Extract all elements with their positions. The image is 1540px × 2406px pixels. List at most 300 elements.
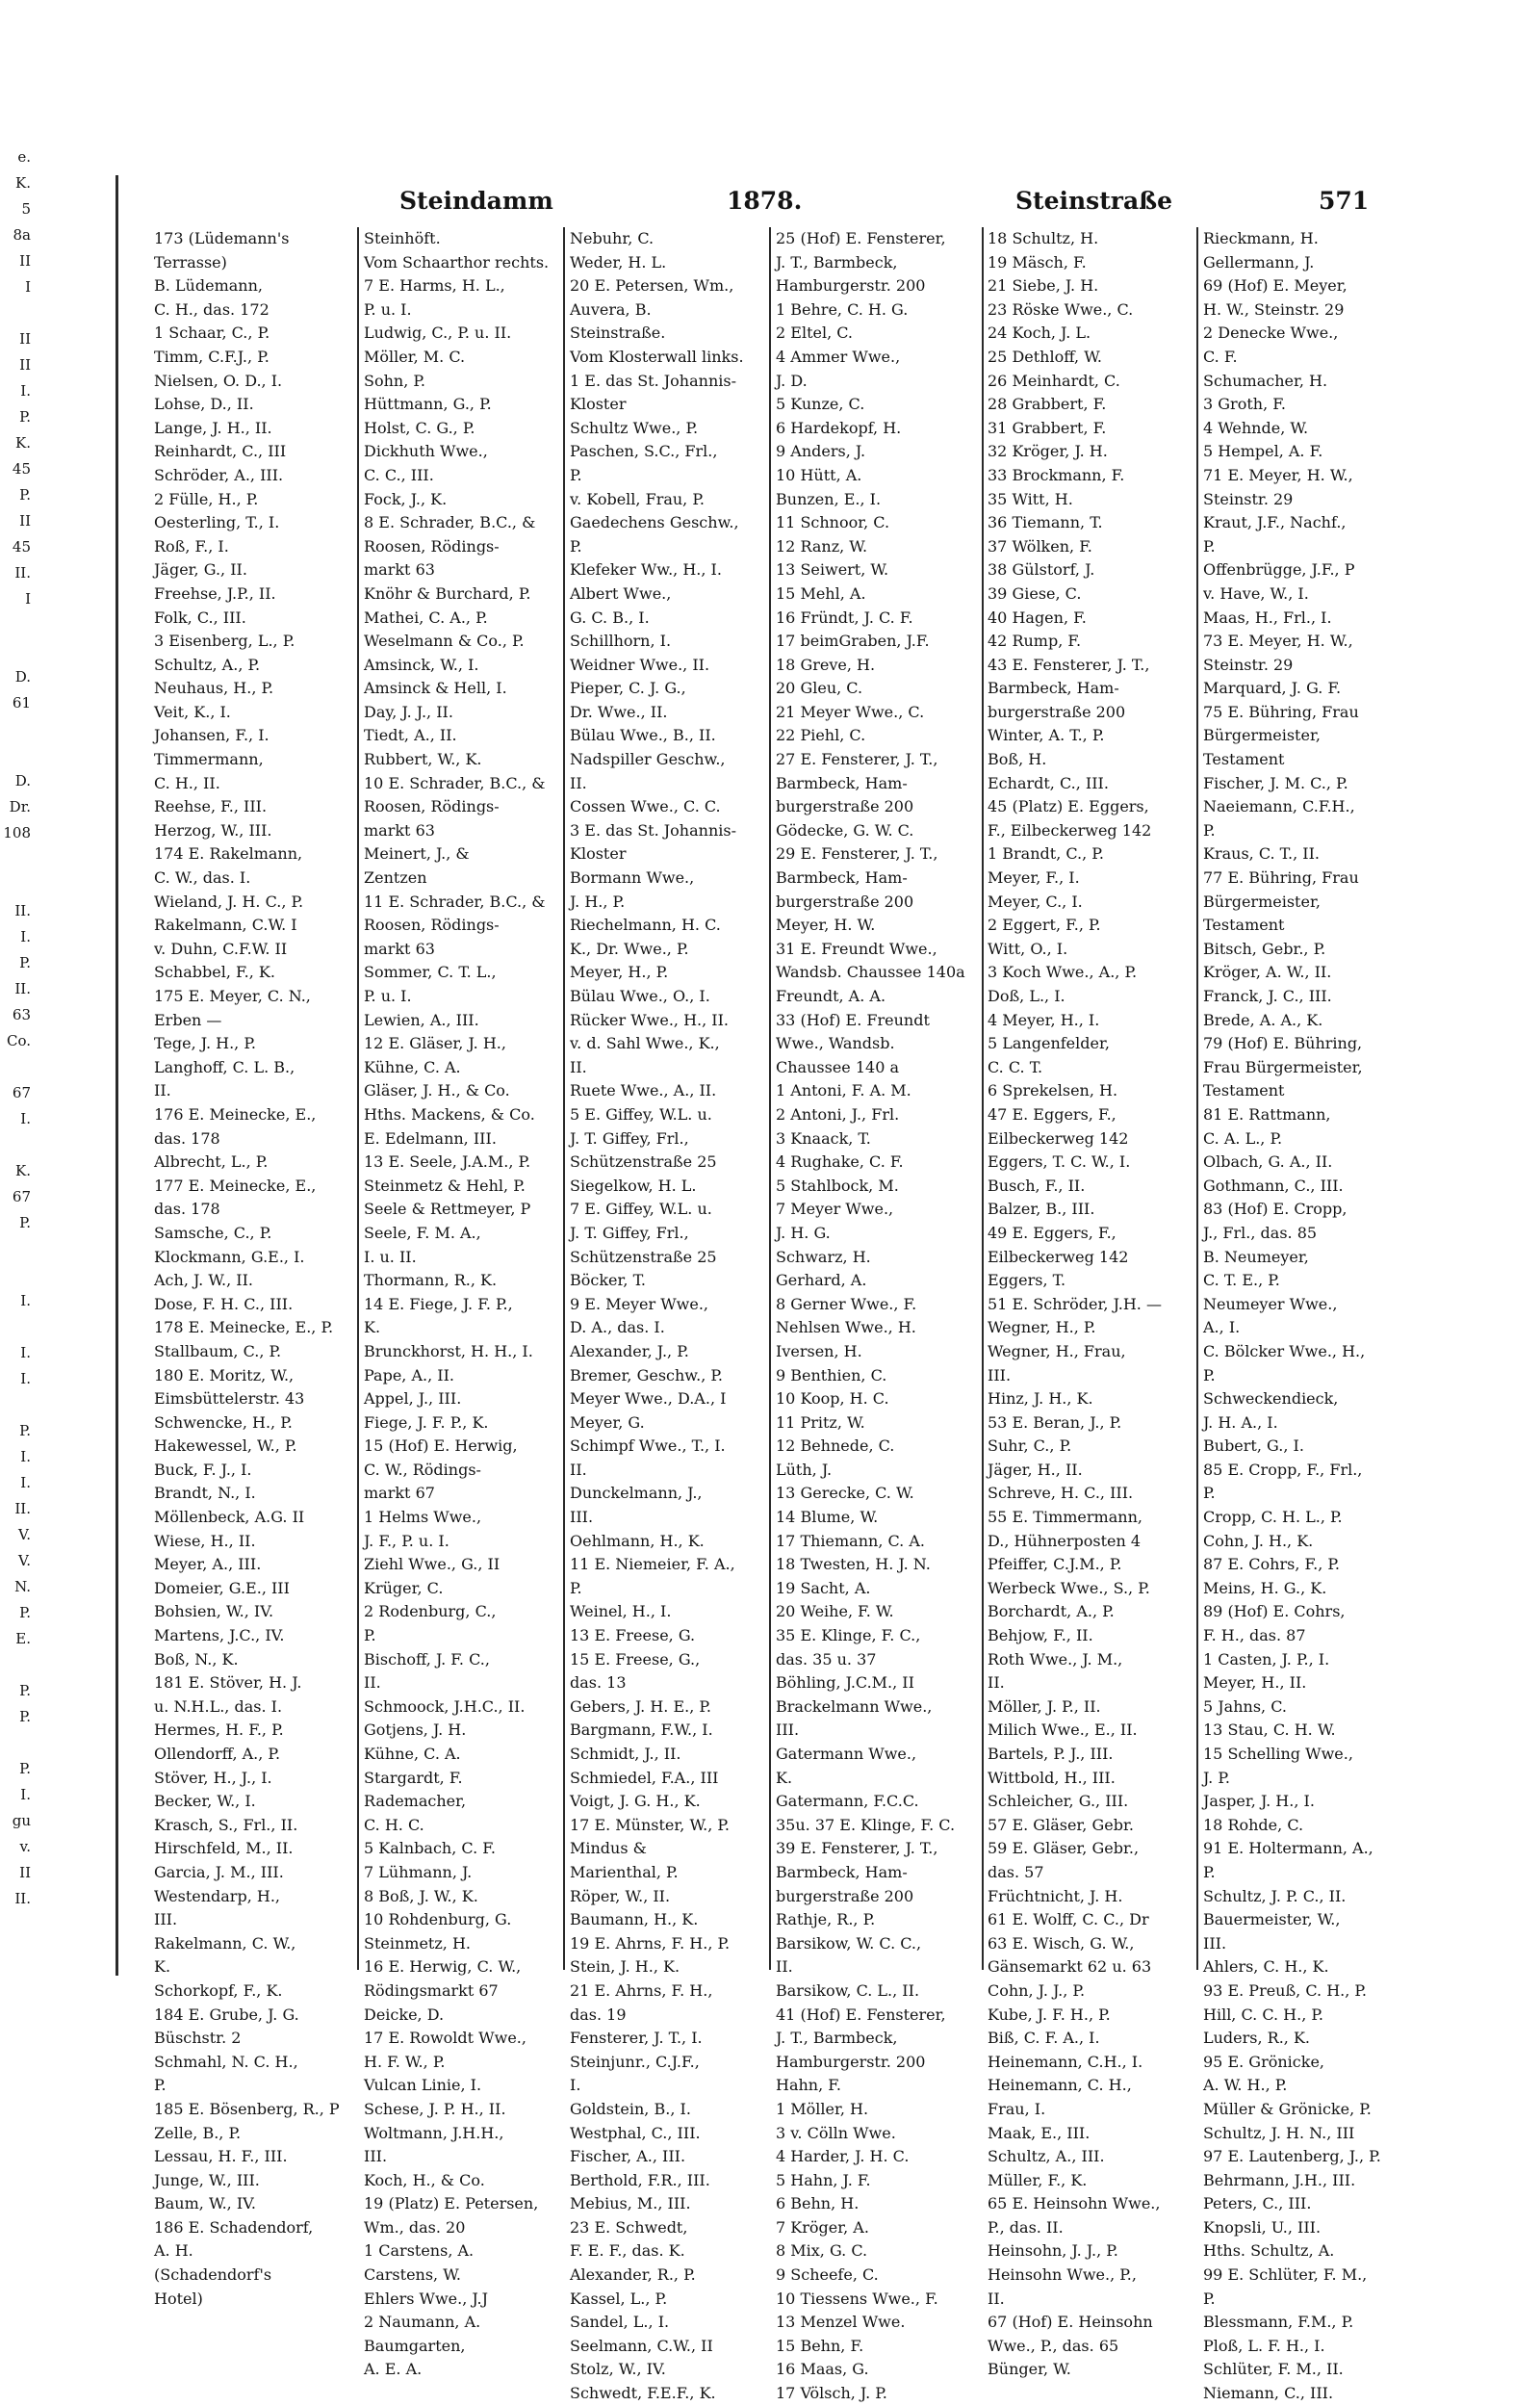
directory-entry-line: 31 E. Freundt Wwe., bbox=[776, 939, 937, 958]
directory-entry-line: Schleicher, G., III. bbox=[988, 1792, 1129, 1811]
directory-entry-line: 17 Völsch, J. P. bbox=[776, 2384, 887, 2403]
directory-entry-line: Westendarp, H., bbox=[154, 1886, 280, 1905]
directory-entry-line: K., Dr. Wwe., P. bbox=[570, 939, 689, 958]
directory-entry-line: burgerstraße 200 bbox=[988, 702, 1126, 721]
directory-entry-line: Borchardt, A., P. bbox=[988, 1602, 1115, 1621]
directory-entry-line: v. Kobell, Frau, P. bbox=[570, 489, 705, 508]
directory-entry-line: 11 E. Schrader, B.C., & bbox=[364, 892, 546, 911]
directory-entry-line: Holst, C. G., P. bbox=[364, 418, 475, 437]
directory-entry-line: Pape, A., II. bbox=[364, 1365, 455, 1384]
directory-entry-line: Früchtnicht, J. H. bbox=[988, 1886, 1123, 1905]
directory-entry-line: 19 (Platz) E. Petersen, bbox=[364, 2194, 539, 2213]
directory-entry-line: Roosen, Rödings- bbox=[364, 916, 500, 935]
directory-entry-line: 14 E. Fiege, J. F. P., bbox=[364, 1294, 513, 1313]
directory-entry-line: 18 Rohde, C. bbox=[1203, 1815, 1304, 1834]
directory-entry-line: Möller, J. P., II. bbox=[988, 1696, 1101, 1716]
directory-entry-line: F. E. F., das. K. bbox=[570, 2241, 685, 2261]
directory-entry-line: Schwencke, H., P. bbox=[154, 1412, 293, 1432]
directory-entry-line: II. bbox=[154, 1081, 171, 1100]
directory-entry-line: 1 Behre, C. H. G. bbox=[776, 299, 909, 319]
directory-entry-line: 7 Meyer Wwe., bbox=[776, 1200, 894, 1219]
directory-entry-line: A. H. bbox=[154, 2241, 193, 2261]
directory-entry-line: 71 E. Meyer, H. W., bbox=[1203, 465, 1353, 484]
directory-entry-line: Böhling, J.C.M., II bbox=[776, 1673, 914, 1693]
directory-entry-line: Lohse, D., II. bbox=[154, 395, 254, 414]
facing-page-fragment: II. bbox=[14, 902, 31, 919]
directory-entry-line: das. 19 bbox=[570, 2005, 627, 2024]
directory-entry-line: Heinsohn, J. J., P. bbox=[988, 2241, 1118, 2261]
directory-entry-line: Fiege, J. F. P., K. bbox=[364, 1412, 489, 1432]
directory-entry-line: Amsinck, W., I. bbox=[364, 655, 479, 674]
directory-entry-line: P. bbox=[570, 536, 582, 556]
directory-entry-line: 12 Behnede, C. bbox=[776, 1436, 895, 1456]
facing-page-fragment bbox=[0, 846, 35, 872]
directory-entry-line: 184 E. Grube, J. G. bbox=[154, 2005, 299, 2024]
directory-entry-line: 5 Stahlbock, M. bbox=[776, 1176, 899, 1195]
directory-entry-line: 174 E. Rakelmann, bbox=[154, 844, 303, 864]
directory-entry-line: III. bbox=[1203, 1933, 1227, 1953]
facing-page-fragment: 67 bbox=[12, 1188, 31, 1205]
directory-entry-line: Garcia, J. M., III. bbox=[154, 1862, 284, 1881]
directory-entry-line: v. d. Sahl Wwe., K., bbox=[570, 1034, 720, 1053]
directory-entry-line: 40 Hagen, F. bbox=[988, 608, 1087, 627]
directory-entry-line: 35 E. Klinge, F. C., bbox=[776, 1626, 921, 1645]
directory-entry-line: Schultz, A., P. bbox=[154, 655, 261, 674]
column-rule bbox=[982, 227, 984, 1970]
directory-entry-line: Bremer, Geschw., P. bbox=[570, 1365, 723, 1384]
binding-edge-line bbox=[116, 175, 118, 1976]
directory-entry-line: 89 (Hof) E. Cohrs, bbox=[1203, 1602, 1346, 1621]
facing-page-fragment: Dr. bbox=[9, 798, 31, 815]
facing-page-fragment: II. bbox=[14, 1890, 31, 1907]
directory-entry-line: Wwe., P., das. 65 bbox=[988, 2336, 1119, 2355]
directory-entry-line: Müller, F., K. bbox=[988, 2170, 1088, 2189]
facing-page-fragment: P. bbox=[19, 1760, 31, 1777]
directory-entry-line: Dickhuth Wwe., bbox=[364, 442, 488, 461]
directory-entry-line: Meyer, F., I. bbox=[988, 868, 1080, 888]
directory-entry-line: 95 E. Grönicke, bbox=[1203, 2052, 1324, 2071]
directory-entry-line: 2 Denecke Wwe., bbox=[1203, 323, 1339, 343]
directory-entry-line: 43 E. Fensterer, J. T., bbox=[988, 655, 1150, 674]
facing-page-fragment bbox=[0, 1392, 35, 1418]
directory-entry-line: 25 Dethloff, W. bbox=[988, 347, 1102, 366]
directory-entry-line: Möllenbeck, A.G. II bbox=[154, 1508, 305, 1527]
directory-entry-line: Wiese, H., II. bbox=[154, 1531, 256, 1550]
facing-page-fragment: P. bbox=[19, 1708, 31, 1725]
directory-entry-line: Mindus & bbox=[570, 1839, 647, 1858]
directory-entry-line: 186 E. Schadendorf, bbox=[154, 2217, 314, 2237]
directory-entry-line: Voigt, J. G. H., K. bbox=[570, 1792, 701, 1811]
facing-page-fragment: I. bbox=[20, 1110, 31, 1127]
directory-entry-line: u. N.H.L., das. I. bbox=[154, 1696, 283, 1716]
facing-page-fragment: P. bbox=[19, 486, 31, 504]
directory-entry-line: 1 Helms Wwe., bbox=[364, 1508, 482, 1527]
facing-page-fragment: I. bbox=[20, 1474, 31, 1491]
directory-entry-line: 18 Greve, H. bbox=[776, 655, 876, 674]
directory-entry-line: 2 Fülle, H., P. bbox=[154, 489, 259, 508]
directory-entry-line: Hill, C. C. H., P. bbox=[1203, 2005, 1323, 2024]
directory-entry-line: 15 (Hof) E. Herwig, bbox=[364, 1436, 518, 1456]
facing-page-fragment: 45 bbox=[12, 460, 31, 478]
directory-entry-line: 6 Hardekopf, H. bbox=[776, 418, 902, 437]
directory-entry-line: 20 E. Petersen, Wm., bbox=[570, 276, 734, 296]
facing-page-fragment bbox=[0, 612, 35, 638]
directory-entry-line: 67 (Hof) E. Heinsohn bbox=[988, 2313, 1153, 2332]
directory-entry-line: 61 E. Wolff, C. C., Dr bbox=[988, 1910, 1149, 1929]
directory-entry-line: Samsche, C., P. bbox=[154, 1223, 272, 1242]
directory-entry-line: P. u. I. bbox=[364, 987, 412, 1005]
directory-entry-line: Terrasse) bbox=[154, 252, 227, 272]
directory-entry-line: 4 Rughake, C. F. bbox=[776, 1152, 904, 1172]
directory-entry-line: v. Have, W., I. bbox=[1203, 583, 1309, 603]
directory-entry-line: 3 Eisenberg, L., P. bbox=[154, 632, 295, 651]
directory-page bbox=[154, 183, 1381, 2403]
directory-entry-line: Mathei, C. A., P. bbox=[364, 608, 488, 627]
directory-entry-line: (Schadendorf's bbox=[154, 2265, 272, 2285]
directory-entry-line: 36 Tiemann, T. bbox=[988, 513, 1103, 532]
directory-entry-line: 10 Koop, H. C. bbox=[776, 1389, 889, 1409]
directory-entry-line: Bormann Wwe., bbox=[570, 868, 695, 888]
directory-entry-line: Müller & Grönicke, P. bbox=[1203, 2099, 1372, 2118]
directory-entry-line: 8 Mix, G. C. bbox=[776, 2241, 868, 2261]
directory-entry-line: Schweckendieck, bbox=[1203, 1389, 1339, 1409]
directory-entry-line: Meyer, H. W. bbox=[776, 916, 876, 935]
facing-page-fragment: I. bbox=[20, 1448, 31, 1465]
directory-entry-line: II. bbox=[364, 1673, 381, 1693]
directory-entry-line: Zelle, B., P. bbox=[154, 2123, 242, 2142]
directory-entry-line: Cossen Wwe., C. C. bbox=[570, 797, 721, 816]
directory-entry-line: 16 Maas, G. bbox=[776, 2360, 869, 2379]
directory-entry-line: I. bbox=[570, 2076, 581, 2095]
running-header bbox=[154, 183, 1370, 221]
directory-entry-line: 25 (Hof) E. Fensterer, bbox=[776, 229, 946, 247]
facing-page-fragment: D. bbox=[14, 772, 31, 789]
directory-entry-line: Meyer Wwe., D.A., I bbox=[570, 1389, 727, 1409]
directory-entry-line: Boß, H. bbox=[988, 750, 1047, 769]
directory-entry-line: 4 Ammer Wwe., bbox=[776, 347, 901, 366]
directory-entry-line: burgerstraße 200 bbox=[776, 1886, 914, 1905]
directory-entry-line: 1 Casten, J. P., I. bbox=[1203, 1649, 1330, 1669]
directory-entry-line: Roosen, Rödings- bbox=[364, 536, 500, 556]
directory-entry-line: Rakelmann, C.W. I bbox=[154, 916, 297, 935]
directory-entry-line: 9 Benthien, C. bbox=[776, 1365, 887, 1384]
directory-entry-line: Bürgermeister, bbox=[1203, 726, 1321, 745]
directory-entry-line: 19 Sacht, A. bbox=[776, 1578, 871, 1597]
directory-entry-line: Wm., das. 20 bbox=[364, 2217, 466, 2237]
directory-entry-line: Nehlsen Wwe., H. bbox=[776, 1318, 916, 1337]
directory-entry-line: Roß, F., I. bbox=[154, 536, 229, 556]
directory-entry-line: 9 E. Meyer Wwe., bbox=[570, 1294, 708, 1313]
directory-entry-line: 81 E. Rattmann, bbox=[1203, 1104, 1331, 1124]
directory-entry-line: K. bbox=[364, 1318, 381, 1337]
directory-entry-line: P. bbox=[1203, 1862, 1216, 1881]
directory-entry-line: Veit, K., I. bbox=[154, 702, 231, 721]
directory-entry-line: Witt, O., I. bbox=[988, 939, 1068, 958]
directory-entry-line: 17 E. Rowoldt Wwe., bbox=[364, 2029, 526, 2048]
facing-page-fragment: K. bbox=[15, 174, 31, 192]
directory-entry-line: Baumann, H., K. bbox=[570, 1910, 699, 1929]
directory-entry-line: 5 Kalnbach, C. F. bbox=[364, 1839, 496, 1858]
column-6 bbox=[1203, 227, 1381, 2403]
directory-entry-line: 87 E. Cohrs, F., P. bbox=[1203, 1555, 1340, 1574]
directory-entry-line: Schützenstraße 25 bbox=[570, 1247, 717, 1266]
directory-entry-line: Meins, H. G., K. bbox=[1203, 1578, 1327, 1597]
directory-entry-line: 13 Gerecke, C. W. bbox=[776, 1484, 914, 1503]
directory-entry-line: Neumeyer Wwe., bbox=[1203, 1294, 1338, 1313]
directory-entry-line: Oesterling, T., I. bbox=[154, 513, 280, 532]
column-3 bbox=[570, 227, 762, 2403]
directory-entry-line: Timmermann, bbox=[154, 750, 264, 769]
directory-entry-line: Hamburgerstr. 200 bbox=[776, 276, 926, 296]
directory-entry-line: 177 E. Meinecke, E., bbox=[154, 1176, 317, 1195]
directory-entry-line: Lessau, H. F., III. bbox=[154, 2147, 288, 2166]
directory-entry-line: Gerhard, A. bbox=[776, 1271, 867, 1290]
directory-entry-line: 47 E. Eggers, F., bbox=[988, 1104, 1116, 1124]
directory-entry-line: Steinmetz, H. bbox=[364, 1933, 471, 1953]
directory-entry-line: 73 E. Meyer, H. W., bbox=[1203, 632, 1353, 651]
directory-entry-line: 19 E. Ahrns, F. H., P. bbox=[570, 1933, 731, 1953]
directory-entry-line: H. F. W., P. bbox=[364, 2052, 446, 2071]
directory-entry-line: Schorkopf, F., K. bbox=[154, 1980, 283, 2000]
directory-entry-line: 13 Seiwert, W. bbox=[776, 560, 889, 580]
directory-entry-line: 63 E. Wisch, G. W., bbox=[988, 1933, 1135, 1953]
directory-entry-line: Paschen, S.C., Frl., bbox=[570, 442, 718, 461]
directory-entry-line: P. bbox=[154, 2076, 167, 2095]
directory-entry-line: 3 Koch Wwe., A., P. bbox=[988, 963, 1138, 982]
directory-entry-line: C. F. bbox=[1203, 347, 1238, 366]
directory-entry-line: Kloster bbox=[570, 844, 627, 864]
directory-entry-line: 49 E. Eggers, F., bbox=[988, 1223, 1116, 1242]
directory-entry-line: 9 Anders, J. bbox=[776, 442, 866, 461]
directory-entry-line: P. bbox=[364, 1626, 376, 1645]
directory-entry-line: Reehse, F., III. bbox=[154, 797, 268, 816]
facing-page-fragment: 63 bbox=[12, 1006, 31, 1023]
directory-entry-line: Wandsb. Chaussee 140a bbox=[776, 963, 965, 982]
facing-page-fragment: I bbox=[25, 278, 31, 296]
directory-entry-line: Roosen, Rödings- bbox=[364, 797, 500, 816]
directory-entry-line: Maas, H., Frl., I. bbox=[1203, 608, 1332, 627]
directory-entry-line: J. H. G. bbox=[776, 1223, 831, 1242]
directory-entry-line: 4 Wehnde, W. bbox=[1203, 418, 1309, 437]
directory-entry-line: Bürgermeister, bbox=[1203, 892, 1321, 911]
directory-entry-line: Albrecht, L., P. bbox=[154, 1152, 269, 1172]
directory-entry-line: 23 Röske Wwe., C. bbox=[988, 299, 1134, 319]
directory-entry-line: 69 (Hof) E. Meyer, bbox=[1203, 276, 1348, 296]
facing-page-fragment: e. bbox=[17, 148, 31, 166]
directory-entry-line: Freundt, A. A. bbox=[776, 987, 886, 1005]
directory-entry-line: burgerstraße 200 bbox=[776, 797, 914, 816]
column-rule bbox=[357, 227, 359, 1970]
directory-entry-line: 1 Möller, H. bbox=[776, 2099, 869, 2118]
directory-entry-line: 11 Schnoor, C. bbox=[776, 513, 890, 532]
directory-entry-line: Hinz, J. H., K. bbox=[988, 1389, 1093, 1409]
directory-entry-line: Ruete Wwe., A., II. bbox=[570, 1081, 717, 1100]
directory-entry-line: Naeiemann, C.F.H., bbox=[1203, 797, 1355, 816]
directory-entry-line: Hamburgerstr. 200 bbox=[776, 2052, 926, 2071]
directory-entry-line: das. 178 bbox=[154, 1128, 220, 1148]
directory-entry-line: Fischer, A., III. bbox=[570, 2147, 686, 2166]
directory-entry-line: Busch, F., II. bbox=[988, 1176, 1086, 1195]
directory-entry-line: Gatermann Wwe., bbox=[776, 1745, 917, 1763]
directory-entry-line: Frau, I. bbox=[988, 2099, 1046, 2118]
directory-entry-line: Amsinck & Hell, I. bbox=[364, 679, 507, 698]
directory-entry-line: Dr. Wwe., II. bbox=[570, 702, 668, 721]
directory-entry-line: Ach, J. W., II. bbox=[154, 1271, 253, 1290]
directory-entry-line: Schimpf Wwe., T., I. bbox=[570, 1436, 726, 1456]
header-street-right: Steinstraße bbox=[1015, 187, 1173, 215]
directory-entry-line: Sommer, C. T. L., bbox=[364, 963, 497, 982]
directory-entry-line: 29 E. Fensterer, J. T., bbox=[776, 844, 938, 864]
directory-entry-line: markt 63 bbox=[364, 939, 435, 958]
directory-entry-line: Kröger, A. W., II. bbox=[1203, 963, 1332, 982]
facing-page-fragment bbox=[0, 1054, 35, 1080]
directory-entry-line: Dose, F. H. C., III. bbox=[154, 1294, 294, 1313]
directory-entry-line: Zentzen bbox=[364, 868, 427, 888]
directory-entry-line: Bohsien, W., IV. bbox=[154, 1602, 274, 1621]
directory-entry-line: Weder, H. L. bbox=[570, 252, 667, 272]
directory-entry-line: II. bbox=[570, 1057, 587, 1076]
directory-entry-line: das. 57 bbox=[988, 1862, 1044, 1881]
directory-entry-line: 53 E. Beran, J., P. bbox=[988, 1412, 1122, 1432]
directory-entry-line: 2 Rodenburg, C., bbox=[364, 1602, 497, 1621]
directory-entry-line: J. H. A., I. bbox=[1203, 1412, 1278, 1432]
directory-entry-line: 5 Jahns, C. bbox=[1203, 1696, 1287, 1716]
directory-entry-line: Alexander, J., P. bbox=[570, 1341, 689, 1360]
directory-entry-line: Woltmann, J.H.H., bbox=[364, 2123, 504, 2142]
directory-entry-line: Büschstr. 2 bbox=[154, 2029, 242, 2048]
facing-page-fragment: gu bbox=[12, 1812, 31, 1829]
directory-entry-line: 19 Mäsch, F. bbox=[988, 252, 1087, 272]
directory-entry-line: P. bbox=[1203, 820, 1216, 840]
directory-entry-line: Hahn, F. bbox=[776, 2076, 841, 2095]
directory-entry-line: 185 E. Bösenberg, R., P bbox=[154, 2099, 340, 2118]
directory-entry-line: Siegelkow, H. L. bbox=[570, 1176, 697, 1195]
directory-entry-line: 173 (Lüdemann's bbox=[154, 229, 290, 247]
directory-entry-line: Bitsch, Gebr., P. bbox=[1203, 939, 1326, 958]
directory-entry-line: Eilbeckerweg 142 bbox=[988, 1247, 1129, 1266]
directory-entry-line: Nebuhr, C. bbox=[570, 229, 654, 247]
facing-page-fragment: P. bbox=[19, 1604, 31, 1621]
directory-entry-line: 39 E. Fensterer, J. T., bbox=[776, 1839, 938, 1858]
directory-entry-line: Hermes, H. F., P. bbox=[154, 1720, 284, 1740]
directory-entry-line: Eilbeckerweg 142 bbox=[988, 1128, 1129, 1148]
directory-entry-line: Vulcan Linie, I. bbox=[364, 2076, 482, 2095]
directory-entry-line: Echardt, C., III. bbox=[988, 773, 1109, 792]
directory-entry-line: 17 Thiemann, C. A. bbox=[776, 1531, 925, 1550]
directory-entry-line: Alexander, R., P. bbox=[570, 2265, 696, 2285]
directory-entry-line: Nadspiller Geschw., bbox=[570, 750, 726, 769]
directory-entry-line: C. H., das. 172 bbox=[154, 299, 270, 319]
facing-page-fragment: K. bbox=[15, 1162, 31, 1179]
column-2 bbox=[364, 227, 558, 2379]
directory-entry-line: 27 E. Fensterer, J. T., bbox=[776, 750, 938, 769]
directory-entry-line: P. bbox=[1203, 536, 1216, 556]
directory-entry-line: Stargardt, F. bbox=[364, 1768, 463, 1787]
directory-entry-line: 10 Hütt, A. bbox=[776, 465, 862, 484]
directory-entry-line: Oehlmann, H., K. bbox=[570, 1531, 705, 1550]
directory-entry-line: Gothmann, C., III. bbox=[1203, 1176, 1344, 1195]
directory-entry-line: Jäger, G., II. bbox=[154, 560, 247, 580]
directory-entry-line: C. T. E., P. bbox=[1203, 1271, 1280, 1290]
directory-entry-line: 97 E. Lautenberg, J., P. bbox=[1203, 2147, 1381, 2166]
directory-entry-line: Barsikow, C. L., II. bbox=[776, 1980, 920, 2000]
directory-entry-line: Eggers, T. C. W., I. bbox=[988, 1152, 1131, 1172]
directory-entry-line: Wegner, H., P. bbox=[988, 1318, 1096, 1337]
directory-entry-line: Lüth, J. bbox=[776, 1460, 833, 1479]
facing-page-fragment: I. bbox=[20, 1292, 31, 1309]
directory-entry-line: Seele, F. M. A., bbox=[364, 1223, 481, 1242]
directory-entry-line: Wieland, J. H. C., P. bbox=[154, 892, 304, 911]
directory-entry-line: J. F., P. u. I. bbox=[364, 1531, 449, 1550]
facing-page-fragment: P. bbox=[19, 1214, 31, 1231]
directory-entry-line: 33 Brockmann, F. bbox=[988, 465, 1125, 484]
directory-entry-line: Krüger, C. bbox=[364, 1578, 444, 1597]
directory-entry-line: 5 Langenfelder, bbox=[988, 1034, 1110, 1053]
directory-entry-line: Meyer, H., II. bbox=[1203, 1673, 1307, 1693]
directory-entry-line: 13 Stau, C. H. W. bbox=[1203, 1720, 1336, 1740]
directory-entry-line: 22 Piehl, C. bbox=[776, 726, 866, 745]
facing-page-fragment bbox=[0, 1652, 35, 1678]
directory-entry-line: 5 Hempel, A. F. bbox=[1203, 442, 1323, 461]
directory-entry-line: C. C. T. bbox=[988, 1057, 1043, 1076]
directory-entry-line: 1 Schaar, C., P. bbox=[154, 323, 270, 343]
directory-entry-line: C. W., das. I. bbox=[154, 868, 251, 888]
directory-entry-line: Appel, J., III. bbox=[364, 1389, 462, 1409]
directory-entry-line: Gänsemarkt 62 u. 63 bbox=[988, 1957, 1152, 1977]
directory-entry-line: Ollendorff, A., P. bbox=[154, 1745, 281, 1763]
facing-page-fragment bbox=[0, 1236, 35, 1262]
directory-entry-line: 13 E. Freese, G. bbox=[570, 1626, 696, 1645]
facing-page-fragment: P. bbox=[19, 1422, 31, 1439]
facing-page-fragment bbox=[0, 1314, 35, 1340]
directory-entry-line: Freehse, J.P., II. bbox=[154, 583, 276, 603]
directory-entry-line: 176 E. Meinecke, E., bbox=[154, 1104, 317, 1124]
directory-entry-line: Meyer, C., I. bbox=[988, 892, 1083, 911]
directory-entry-line: 6 Sprekelsen, H. bbox=[988, 1081, 1118, 1100]
directory-entry-line: Gebers, J. H. E., P. bbox=[570, 1696, 712, 1716]
directory-entry-line: Sohn, P. bbox=[364, 371, 425, 390]
directory-entry-line: Albert Wwe., bbox=[570, 583, 672, 603]
header-street-left: Steindamm bbox=[399, 187, 553, 215]
directory-entry-line: Rademacher, bbox=[364, 1792, 467, 1811]
directory-entry-line: Fischer, J. M. C., P. bbox=[1203, 773, 1348, 792]
directory-entry-line: Wegner, H., Frau, bbox=[988, 1341, 1126, 1360]
directory-entry-line: Fock, J., K. bbox=[364, 489, 448, 508]
directory-entry-line: Ahlers, C. H., K. bbox=[1203, 1957, 1329, 1977]
directory-entry-line: 4 Meyer, H., I. bbox=[988, 1010, 1100, 1029]
facing-page-fragment: V. bbox=[18, 1552, 31, 1569]
directory-entry-line: Erben — bbox=[154, 1010, 222, 1029]
directory-entry-line: 14 Blume, W. bbox=[776, 1508, 879, 1527]
directory-entry-line: Timm, C.F.J., P. bbox=[154, 347, 270, 366]
directory-entry-line: Hakewessel, W., P. bbox=[154, 1436, 297, 1456]
header-year: 1878. bbox=[727, 187, 803, 215]
column-rule bbox=[1196, 227, 1198, 1970]
directory-entry-line: Mebius, M., III. bbox=[570, 2194, 691, 2213]
directory-entry-line: 8 E. Schrader, B.C., & bbox=[364, 513, 536, 532]
directory-entry-line: 85 E. Cropp, F., Frl., bbox=[1203, 1460, 1363, 1479]
directory-entry-line: Knöhr & Burchard, P. bbox=[364, 583, 531, 603]
directory-entry-line: Schmahl, N. C. H., bbox=[154, 2052, 298, 2071]
directory-entry-line: Cohn, J. J., P. bbox=[988, 1980, 1086, 2000]
directory-entry-line: P. bbox=[570, 1578, 582, 1597]
directory-entry-line: Gaedechens Geschw., bbox=[570, 513, 739, 532]
directory-entry-line: 83 (Hof) E. Cropp, bbox=[1203, 1200, 1348, 1219]
directory-entry-line: III. bbox=[364, 2147, 388, 2166]
directory-entry-line: Hths. Schultz, A. bbox=[1203, 2241, 1335, 2261]
directory-entry-line: 8 Boß, J. W., K. bbox=[364, 1886, 478, 1905]
directory-entry-line: Schmidt, J., II. bbox=[570, 1745, 681, 1763]
